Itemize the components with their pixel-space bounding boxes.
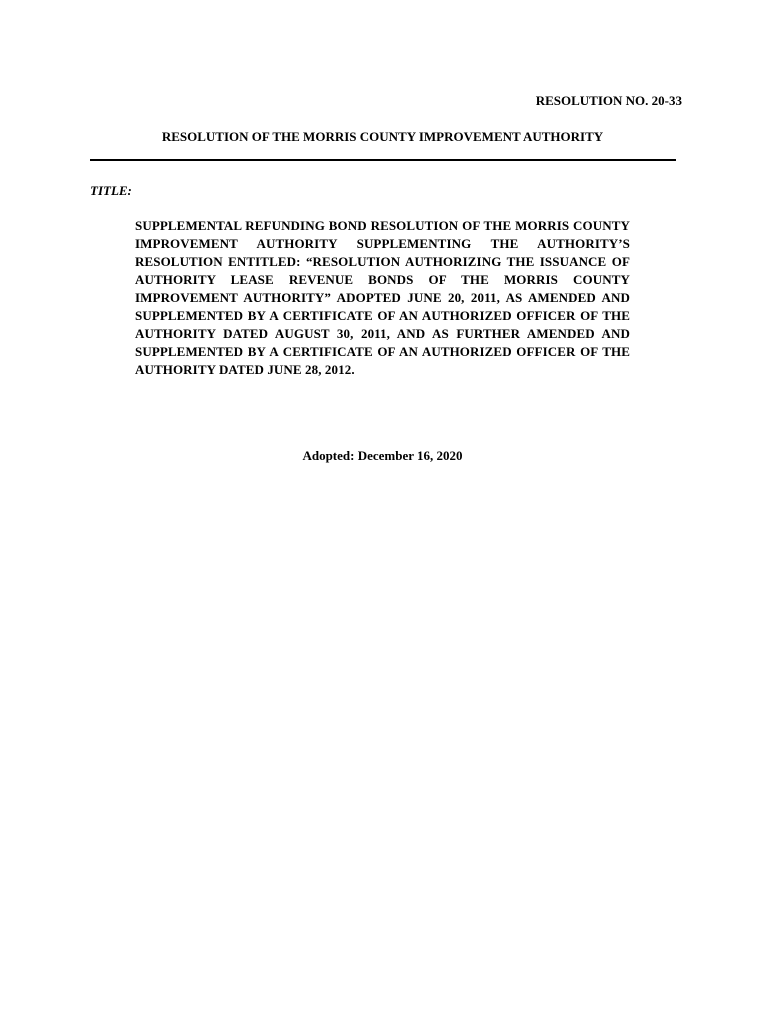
- title-text: SUPPLEMENTAL REFUNDING BOND RESOLUTION OF THE MORRIS COUNTY IMPROVEMENT AUTHORITY SUPPLEMENTING THE AUTHORITY’S RESOLUTION ENTITLED: “RESOLUTION AUTHORIZING THE ISSUANCE OF AUTHORITY LEASE REVENUE BONDS OF THE MORRIS COUNTY IMPROVEMENT AUTHORITY” ADOPTED JUNE 20, 2011, AS AMENDED AND SUPPLEMENTED BY A CERTIFICATE OF AN AUTHORIZED OFFICER OF THE AUTHORITY DATED AUGUST 30, 2011, AND AS FURTHER AMENDED AND SUPPLEMENTED BY A CERTIFICATE OF AN AUTHORIZED OFFICER OF THE AUTHORITY DATED JUNE 28, 2012.: [135, 218, 630, 377]
- title-label: TITLE:: [90, 183, 132, 198]
- adopted-date: Adopted: December 16, 2020: [302, 448, 463, 463]
- resolution-heading: RESOLUTION OF THE MORRIS COUNTY IMPROVEMENT AUTHORITY: [161, 129, 604, 144]
- resolution-number: RESOLUTION NO. 20-33: [535, 93, 682, 108]
- heading-divider: [90, 159, 676, 161]
